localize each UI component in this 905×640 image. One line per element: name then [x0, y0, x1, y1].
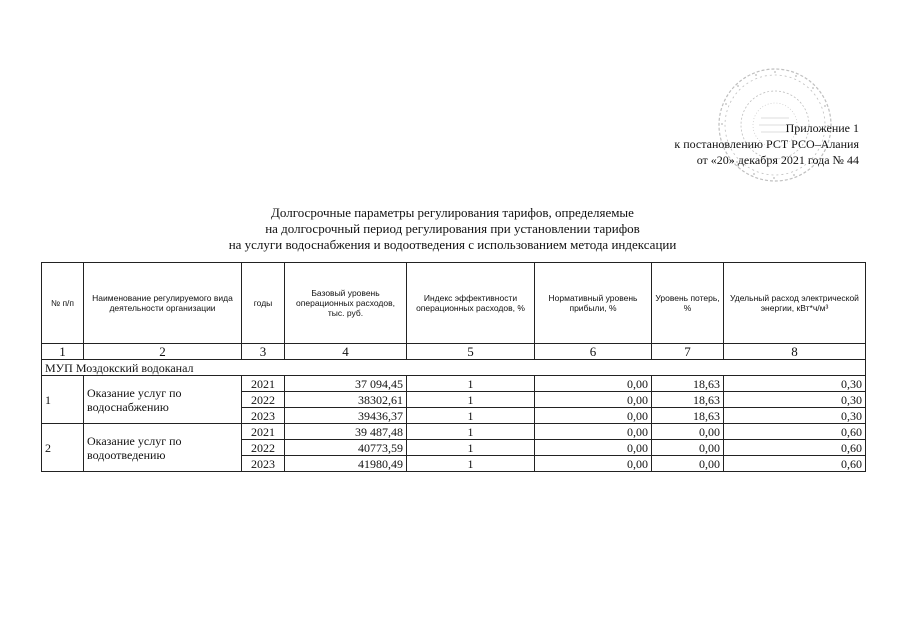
service-name: Оказание услуг по водоснабжению	[84, 376, 242, 424]
profit-level-cell: 0,00	[535, 456, 652, 472]
profit-level-cell: 0,00	[535, 424, 652, 440]
year-cell: 2023	[242, 456, 285, 472]
efficiency-index-cell: 1	[407, 456, 535, 472]
header-cell: Нормативный уровень прибыли, %	[535, 263, 652, 344]
energy-consumption-cell: 0,60	[724, 424, 866, 440]
year-cell: 2023	[242, 408, 285, 424]
appendix-line: к постановлению РСТ РСО–Алания	[674, 137, 859, 151]
efficiency-index-cell: 1	[407, 392, 535, 408]
efficiency-index-cell: 1	[407, 408, 535, 424]
header-cell: Удельный расход электрической энергии, кВт*ч/м³	[724, 263, 866, 344]
year-cell: 2022	[242, 440, 285, 456]
base-cost-cell: 38302,61	[285, 392, 407, 408]
base-cost-cell: 37 094,45	[285, 376, 407, 392]
losses-cell: 18,63	[652, 392, 724, 408]
losses-cell: 0,00	[652, 440, 724, 456]
profit-level-cell: 0,00	[535, 440, 652, 456]
base-cost-cell: 39436,37	[285, 408, 407, 424]
header-row	[42, 263, 866, 344]
losses-cell: 18,63	[652, 408, 724, 424]
document-title	[0, 205, 905, 253]
year-cell: 2022	[242, 392, 285, 408]
header-cell: Индекс эффективности операционных расходов, %	[407, 263, 535, 344]
losses-cell: 0,00	[652, 424, 724, 440]
column-number: 2	[84, 344, 242, 360]
year-cell: 2021	[242, 376, 285, 392]
profit-level-cell: 0,00	[535, 376, 652, 392]
table-row	[42, 424, 866, 440]
organization-name: МУП Моздокский водоканал	[42, 360, 866, 376]
year-cell: 2021	[242, 424, 285, 440]
profit-level-cell: 0,00	[535, 392, 652, 408]
column-number: 8	[724, 344, 866, 360]
header-cell: Уровень потерь, %	[652, 263, 724, 344]
header-cell: № п/п	[42, 263, 84, 344]
row-number: 2	[42, 424, 84, 472]
energy-consumption-cell: 0,30	[724, 408, 866, 424]
profit-level-cell: 0,00	[535, 408, 652, 424]
base-cost-cell: 39 487,48	[285, 424, 407, 440]
energy-consumption-cell: 0,30	[724, 376, 866, 392]
column-number: 3	[242, 344, 285, 360]
title-line: Долгосрочные параметры регулирования тарифов, определяемые	[271, 205, 634, 220]
base-cost-cell: 41980,49	[285, 456, 407, 472]
efficiency-index-cell: 1	[407, 424, 535, 440]
title-line: на долгосрочный период регулирования при установлении тарифов	[265, 221, 640, 236]
column-number: 5	[407, 344, 535, 360]
energy-consumption-cell: 0,60	[724, 456, 866, 472]
parameters-table	[41, 262, 866, 472]
column-number: 7	[652, 344, 724, 360]
efficiency-index-cell: 1	[407, 376, 535, 392]
appendix-line: от «20» декабря 2021 года № 44	[696, 153, 859, 167]
row-number: 1	[42, 376, 84, 424]
column-number: 6	[535, 344, 652, 360]
column-number-row	[42, 344, 866, 360]
organization-row	[42, 360, 866, 376]
base-cost-cell: 40773,59	[285, 440, 407, 456]
appendix-note	[674, 120, 859, 168]
title-line: на услуги водоснабжения и водоотведения с использованием метода индексации	[228, 237, 677, 252]
energy-consumption-cell: 0,60	[724, 440, 866, 456]
losses-cell: 0,00	[652, 456, 724, 472]
service-name: Оказание услуг по водоотведению	[84, 424, 242, 472]
header-cell: Базовый уровень операционных расходов, тыс. руб.	[285, 263, 407, 344]
header-cell: годы	[242, 263, 285, 344]
losses-cell: 18,63	[652, 376, 724, 392]
header-cell: Наименование регулируемого вида деятельности организации	[84, 263, 242, 344]
appendix-line: Приложение 1	[785, 121, 859, 135]
energy-consumption-cell: 0,30	[724, 392, 866, 408]
table-row	[42, 376, 866, 392]
efficiency-index-cell: 1	[407, 440, 535, 456]
column-number: 1	[42, 344, 84, 360]
column-number: 4	[285, 344, 407, 360]
